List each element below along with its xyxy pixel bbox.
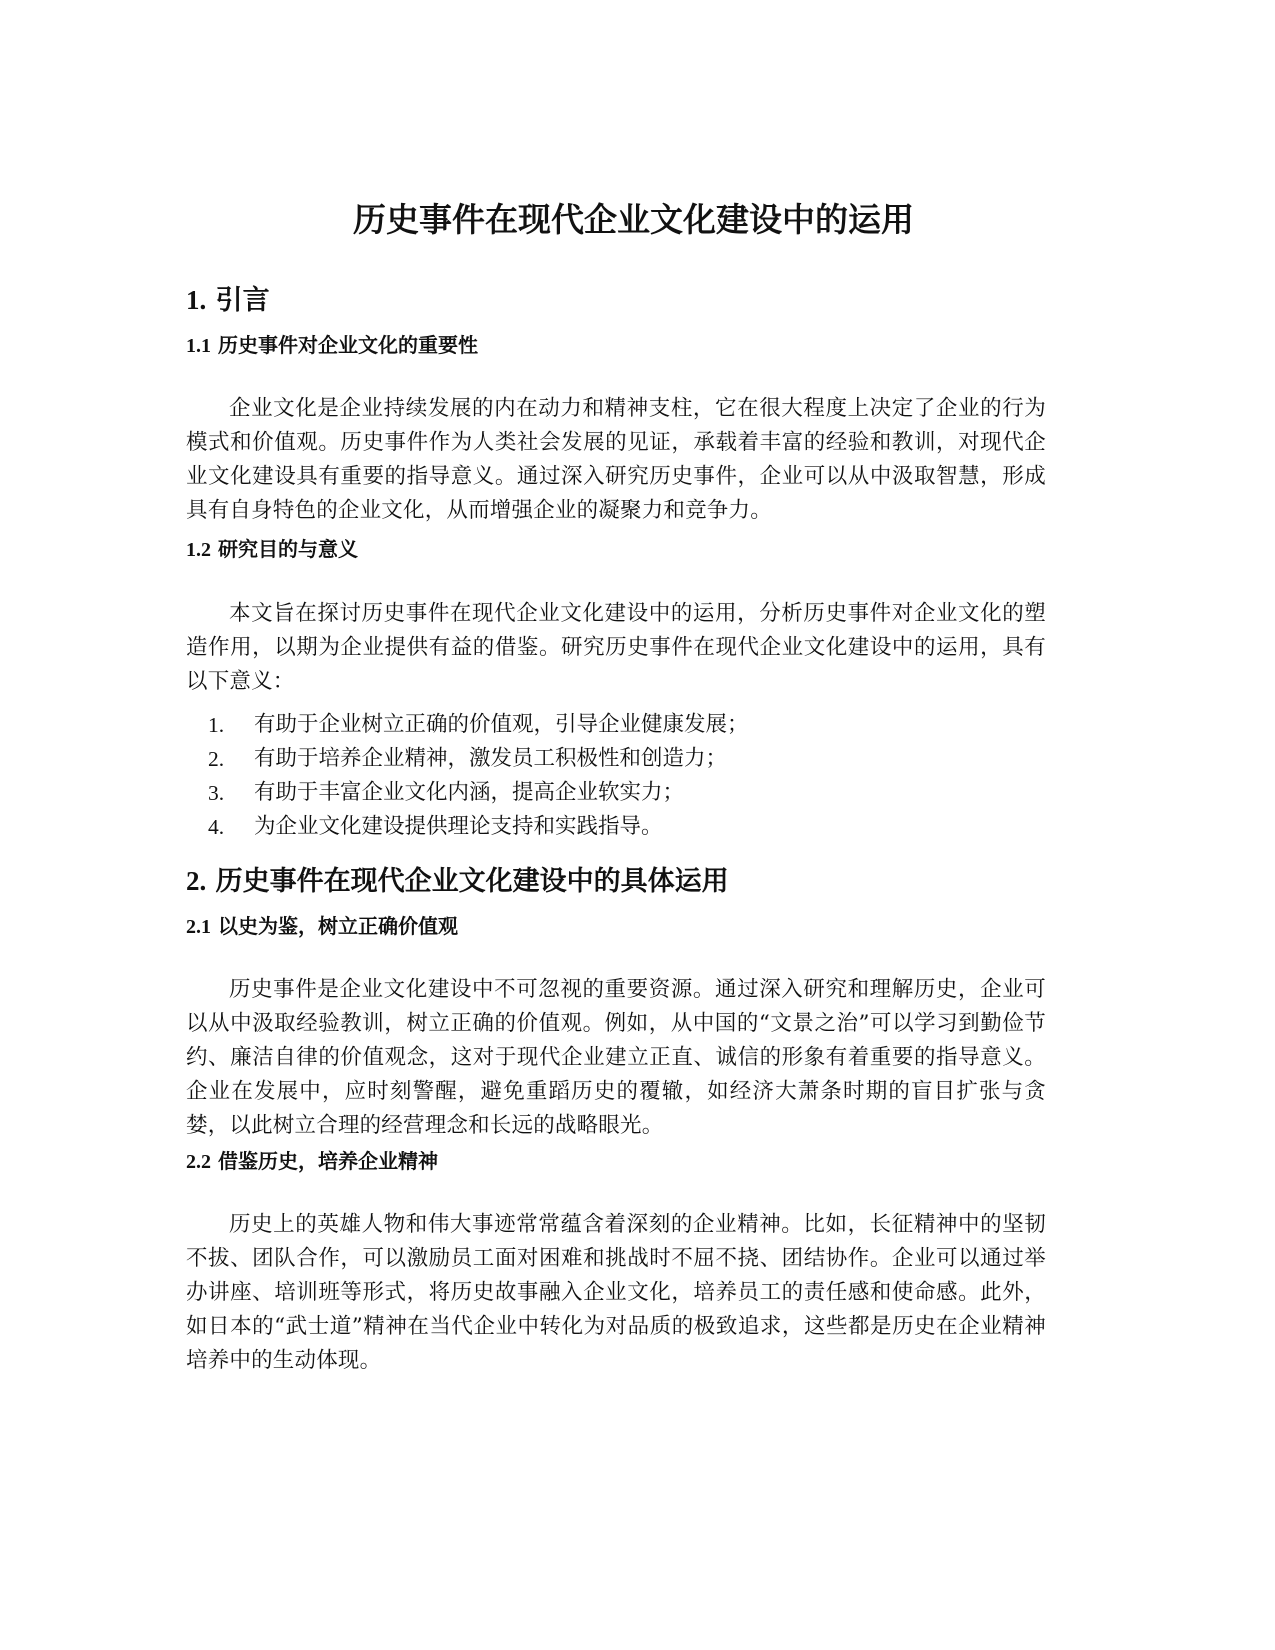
significance-list (186, 708, 749, 844)
subsection-2-1-title: 以史为鉴，树立正确价值观 (217, 914, 458, 938)
section-1-heading (186, 280, 270, 321)
section-1-number: 1. (186, 285, 207, 315)
subsection-1-1-heading (186, 330, 478, 361)
document-page (186, 0, 1081, 1650)
list-item-text: 有助于丰富企业文化内涵，提高企业软实力； (254, 780, 685, 805)
subsection-1-2-number: 1.2 (186, 539, 211, 561)
subsection-1-2-title: 研究目的与意义 (217, 537, 358, 561)
paragraph-2-2: 历史上的英雄人物和伟大事迹常常蕴含着深刻的企业精神。比如，长征精神中的坚韧不拔、团队合作，可以激励员工面对困难和挑战时不屈不挠、团结协作。企业可以通过举办讲座、培训班等形式，将历史故事融入企业文化，培养员工的责任感和使命感。此外，如日本的“武士道”精神在当代企业中转化为对品质的极致追求，这些都是历史在企业精神培养中的生动体现。 (186, 1212, 1046, 1373)
subsection-2-1-number: 2.1 (186, 916, 211, 938)
list-item-text: 有助于培养企业精神，激发员工积极性和创造力； (254, 746, 728, 771)
section-2-number: 2. (186, 866, 207, 896)
subsection-1-1-number: 1.1 (186, 335, 211, 357)
list-item-number: 1. (208, 713, 225, 737)
subsection-1-1-title: 历史事件对企业文化的重要性 (217, 333, 478, 357)
paragraph-2-1: 历史事件是企业文化建设中不可忽视的重要资源。通过深入研究和理解历史，企业可以从中汲取经验教训，树立正确的价值观。例如，从中国的“文景之治”可以学习到勤俭节约、廉洁自律的价值观念，这对于现代企业建立正直、诚信的形象有着重要的指导意义。企业在发展中，应时刻警醒，避免重蹈历史的覆辙，如经济大萧条时期的盲目扩张与贪婪，以此树立合理的经营理念和长远的战略眼光。 (186, 977, 1046, 1138)
subsection-2-2-number: 2.2 (186, 1151, 211, 1173)
subsection-2-2-title: 借鉴历史，培养企业精神 (217, 1149, 438, 1173)
subsection-1-2-heading (186, 534, 358, 565)
list-item-number: 4. (208, 815, 225, 839)
list-item (186, 776, 749, 810)
paragraph-1-1: 企业文化是企业持续发展的内在动力和精神支柱，它在很大程度上决定了企业的行为模式和价值观。历史事件作为人类社会发展的见证，承载着丰富的经验和教训，对现代企业文化建设具有重要的指导意义。通过深入研究历史事件，企业可以从中汲取智慧，形成具有自身特色的企业文化，从而增强企业的凝聚力和竞争力。 (186, 396, 1046, 523)
section-2-heading (186, 861, 729, 902)
list-item-text: 有助于企业树立正确的价值观，引导企业健康发展； (254, 712, 749, 737)
list-item-text: 为企业文化建设提供理论支持和实践指导。 (254, 814, 663, 839)
document-title: 历史事件在现代企业文化建设中的运用 (353, 200, 914, 239)
list-item (186, 742, 749, 776)
subsection-2-1-heading (186, 911, 458, 942)
section-1-title: 引言 (215, 285, 270, 316)
subsection-2-2-heading (186, 1146, 438, 1177)
list-item (186, 708, 749, 742)
list-item (186, 810, 749, 844)
list-item-number: 3. (208, 781, 225, 805)
list-item-number: 2. (208, 747, 225, 771)
paragraph-1-2: 本文旨在探讨历史事件在现代企业文化建设中的运用，分析历史事件对企业文化的塑造作用，以期为企业提供有益的借鉴。研究历史事件在现代企业文化建设中的运用，具有以下意义： (186, 601, 1046, 694)
section-2-title: 历史事件在现代企业文化建设中的具体运用 (215, 866, 729, 897)
